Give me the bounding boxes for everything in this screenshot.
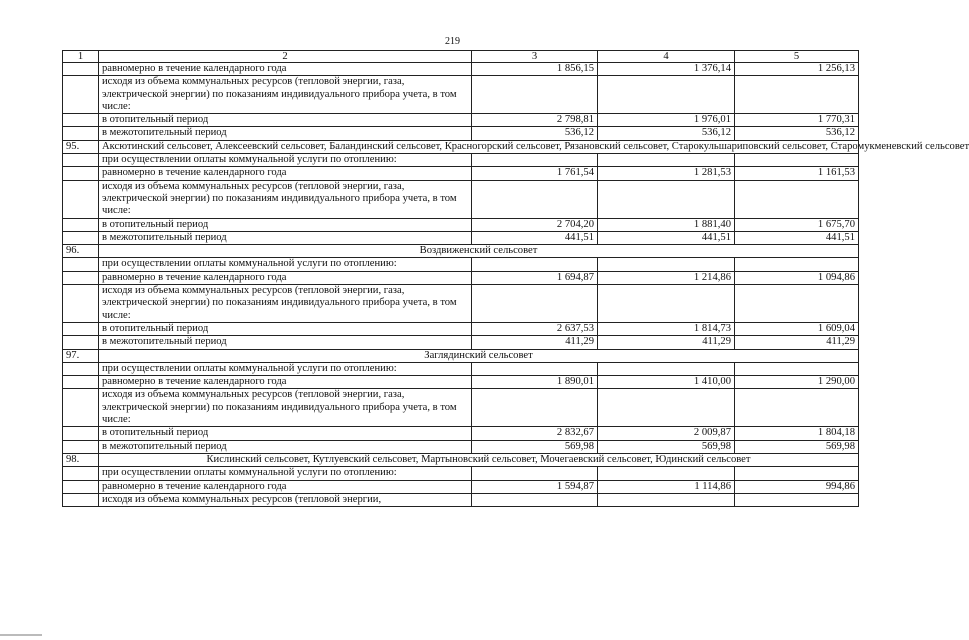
value-col-4: 536,12: [598, 127, 735, 140]
row-label: исходя из объема коммунальных ресурсов (тепловой энергии, газа, электрической энергии) по показаниям индивидуального прибора учета, в том числе:: [99, 389, 472, 427]
empty-cell: [735, 76, 859, 114]
section-row: [63, 349, 859, 362]
column-header-1: 1: [63, 51, 99, 63]
empty-cell: [735, 154, 859, 167]
row-label: в отопительный период: [99, 322, 472, 335]
value-col-5: 1 675,70: [735, 218, 859, 231]
row-label: исходя из объема коммунальных ресурсов (тепловой энергии, газа, электрической энергии) по показаниям индивидуального прибора учета, в том числе:: [99, 76, 472, 114]
label-row: [63, 154, 859, 167]
value-col-5: 1 770,31: [735, 114, 859, 127]
empty-number-cell: [63, 180, 99, 218]
empty-number-cell: [63, 389, 99, 427]
empty-number-cell: [63, 322, 99, 335]
empty-number-cell: [63, 218, 99, 231]
empty-number-cell: [63, 362, 99, 375]
label-row: [63, 389, 859, 427]
row-label: при осуществлении оплаты коммунальной услуги по отоплению:: [99, 467, 472, 480]
row-label: равномерно в течение календарного года: [99, 271, 472, 284]
empty-number-cell: [63, 127, 99, 140]
table-row: [63, 440, 859, 453]
value-col-4: 2 009,87: [598, 427, 735, 440]
value-col-3: 2 832,67: [472, 427, 598, 440]
row-label: исходя из объема коммунальных ресурсов (тепловой энергии, газа, электрической энергии) по показаниям индивидуального прибора учета, в том числе:: [99, 180, 472, 218]
row-label: равномерно в течение календарного года: [99, 376, 472, 389]
empty-cell: [472, 389, 598, 427]
table-row: [63, 63, 859, 76]
section-row: [63, 245, 859, 258]
row-label: в отопительный период: [99, 218, 472, 231]
empty-cell: [598, 180, 735, 218]
label-row: [63, 258, 859, 271]
value-col-3: 2 798,81: [472, 114, 598, 127]
value-col-5: 536,12: [735, 127, 859, 140]
empty-number-cell: [63, 271, 99, 284]
empty-cell: [735, 493, 859, 506]
empty-cell: [472, 258, 598, 271]
empty-cell: [735, 258, 859, 271]
section-row: [63, 453, 859, 466]
empty-cell: [598, 258, 735, 271]
row-label: в межотопительный период: [99, 440, 472, 453]
label-row: [63, 467, 859, 480]
empty-cell: [598, 362, 735, 375]
section-number: 97.: [63, 349, 99, 362]
value-col-3: 1 890,01: [472, 376, 598, 389]
empty-number-cell: [63, 231, 99, 244]
value-col-5: 1 609,04: [735, 322, 859, 335]
empty-cell: [735, 362, 859, 375]
value-col-4: 1 410,00: [598, 376, 735, 389]
value-col-3: 411,29: [472, 336, 598, 349]
empty-number-cell: [63, 154, 99, 167]
empty-number-cell: [63, 336, 99, 349]
empty-number-cell: [63, 114, 99, 127]
value-col-3: 1 694,87: [472, 271, 598, 284]
value-col-5: 569,98: [735, 440, 859, 453]
empty-cell: [735, 285, 859, 323]
value-col-5: 994,86: [735, 480, 859, 493]
empty-number-cell: [63, 376, 99, 389]
value-col-4: 1 881,40: [598, 218, 735, 231]
value-col-5: 411,29: [735, 336, 859, 349]
value-col-5: 1 256,13: [735, 63, 859, 76]
page-edge-mark: [0, 634, 42, 636]
empty-number-cell: [63, 427, 99, 440]
value-col-4: 411,29: [598, 336, 735, 349]
empty-cell: [472, 154, 598, 167]
empty-cell: [472, 180, 598, 218]
label-row: [63, 362, 859, 375]
empty-cell: [735, 389, 859, 427]
empty-cell: [598, 285, 735, 323]
section-title: Аксютинский сельсовет, Алексеевский сельсовет, Баландинский сельсовет, Красногорский сельсовет, Рязановский сельсовет, Старокульшариповский сельсовет, Старомукменевский сельсовет: [99, 140, 859, 153]
section-title: Воздвиженский сельсовет: [99, 245, 859, 258]
row-label: при осуществлении оплаты коммунальной услуги по отоплению:: [99, 258, 472, 271]
value-col-3: 1 856,15: [472, 63, 598, 76]
value-col-4: 1 214,86: [598, 271, 735, 284]
row-label: исходя из объема коммунальных ресурсов (тепловой энергии,: [99, 493, 472, 506]
value-col-4: 569,98: [598, 440, 735, 453]
value-col-5: 1 290,00: [735, 376, 859, 389]
empty-cell: [472, 493, 598, 506]
value-col-3: 1 594,87: [472, 480, 598, 493]
empty-cell: [472, 467, 598, 480]
section-number: 98.: [63, 453, 99, 466]
tariff-table: [62, 50, 969, 507]
empty-cell: [598, 76, 735, 114]
table-row: [63, 127, 859, 140]
empty-number-cell: [63, 76, 99, 114]
value-col-4: 441,51: [598, 231, 735, 244]
page-number: 219: [445, 36, 460, 47]
value-col-4: 1 976,01: [598, 114, 735, 127]
value-col-5: 1 094,86: [735, 271, 859, 284]
value-col-3: 441,51: [472, 231, 598, 244]
empty-cell: [472, 76, 598, 114]
empty-number-cell: [63, 63, 99, 76]
value-col-3: 569,98: [472, 440, 598, 453]
value-col-3: 2 704,20: [472, 218, 598, 231]
value-col-5: 1 161,53: [735, 167, 859, 180]
value-col-3: 536,12: [472, 127, 598, 140]
label-row: [63, 493, 859, 506]
section-number: 95.: [63, 140, 99, 153]
value-col-4: 1 814,73: [598, 322, 735, 335]
value-col-4: 1 376,14: [598, 63, 735, 76]
column-header-5: 5: [735, 51, 859, 63]
table-row: [63, 480, 859, 493]
table-row: [63, 167, 859, 180]
section-title: Заглядинский сельсовет: [99, 349, 859, 362]
empty-cell: [598, 467, 735, 480]
value-col-4: 1 281,53: [598, 167, 735, 180]
table-header-row: [63, 51, 859, 63]
empty-number-cell: [63, 285, 99, 323]
section-title: Кислинский сельсовет, Кутлуевский сельсовет, Мартыновский сельсовет, Мочегаевский сельсовет, Юдинский сельсовет: [99, 453, 859, 466]
empty-cell: [598, 154, 735, 167]
table-row: [63, 376, 859, 389]
column-header-4: 4: [598, 51, 735, 63]
section-row: [63, 140, 859, 153]
value-col-5: 1 804,18: [735, 427, 859, 440]
table-row: [63, 427, 859, 440]
label-row: [63, 180, 859, 218]
empty-cell: [472, 362, 598, 375]
section-number: 96.: [63, 245, 99, 258]
empty-cell: [598, 389, 735, 427]
row-label: при осуществлении оплаты коммунальной услуги по отоплению:: [99, 362, 472, 375]
column-header-2: 2: [99, 51, 472, 63]
empty-cell: [598, 493, 735, 506]
empty-cell: [735, 467, 859, 480]
empty-cell: [735, 180, 859, 218]
row-label: в отопительный период: [99, 114, 472, 127]
row-label: равномерно в течение календарного года: [99, 63, 472, 76]
empty-number-cell: [63, 493, 99, 506]
column-header-3: 3: [472, 51, 598, 63]
table-row: [63, 336, 859, 349]
value-col-3: 2 637,53: [472, 322, 598, 335]
row-label: исходя из объема коммунальных ресурсов (тепловой энергии, газа, электрической энергии) по показаниям индивидуального прибора учета, в том числе:: [99, 285, 472, 323]
empty-number-cell: [63, 480, 99, 493]
empty-number-cell: [63, 258, 99, 271]
table-row: [63, 218, 859, 231]
empty-number-cell: [63, 440, 99, 453]
table-row: [63, 322, 859, 335]
value-col-3: 1 761,54: [472, 167, 598, 180]
value-col-5: 441,51: [735, 231, 859, 244]
empty-number-cell: [63, 167, 99, 180]
value-col-4: 1 114,86: [598, 480, 735, 493]
empty-number-cell: [63, 467, 99, 480]
row-label: равномерно в течение календарного года: [99, 167, 472, 180]
empty-cell: [472, 285, 598, 323]
row-label: в отопительный период: [99, 427, 472, 440]
row-label: равномерно в течение календарного года: [99, 480, 472, 493]
row-label: при осуществлении оплаты коммунальной услуги по отоплению:: [99, 154, 472, 167]
table-row: [63, 114, 859, 127]
label-row: [63, 76, 859, 114]
table-row: [63, 271, 859, 284]
row-label: в межотопительный период: [99, 127, 472, 140]
label-row: [63, 285, 859, 323]
row-label: в межотопительный период: [99, 336, 472, 349]
table-row: [63, 231, 859, 244]
row-label: в межотопительный период: [99, 231, 472, 244]
